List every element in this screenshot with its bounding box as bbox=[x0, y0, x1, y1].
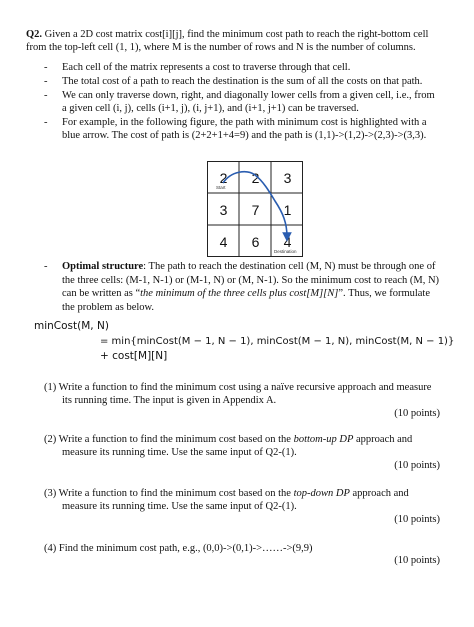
intro-text-2: from the top-left cell (1, 1), where M is the number of rows and N is the number of columns. bbox=[26, 42, 416, 53]
bullet-dash: - bbox=[44, 90, 48, 101]
task-1-points: (10 points) bbox=[394, 408, 440, 419]
bullet-4-line-1: For example, in the following figure, the path with minimum cost is highlighted with a bbox=[62, 117, 427, 128]
optimal-line-1: Optimal structure: The path to reach the destination cell (M, N) must be through one of bbox=[62, 261, 436, 272]
cell-2-1: 3 bbox=[219, 201, 228, 218]
cell-3-1: 4 bbox=[219, 233, 228, 250]
formula-lhs: minCost(M, N) bbox=[34, 320, 109, 332]
bullet-1: Each cell of the matrix represents a cost to traverse through that cell. bbox=[62, 62, 351, 73]
intro-text-1: Given a 2D cost matrix cost[i][j], find the minimum cost path to reach the right-bottom cell bbox=[44, 29, 429, 40]
cell-3-3: 4 bbox=[283, 233, 292, 250]
optimal-structure-label: Optimal structure bbox=[62, 261, 144, 272]
cell-1-2: 2 bbox=[251, 169, 260, 186]
bullet-dash: - bbox=[44, 261, 48, 272]
optimal-line-2: the three cells: (M-1, N-1) or (M-1, N) or (M, N-1). So the minimum cost to reach (M, N) bbox=[62, 275, 440, 286]
task-2-points: (10 points) bbox=[394, 460, 440, 471]
formula-rhs-1: = min{minCost(M − 1, N − 1), minCost(M − 1, N), minCost(M, N − 1)} bbox=[100, 336, 455, 347]
task-3-line-1: (3) Write a function to find the minimum cost based on the top-down DP approach and bbox=[44, 488, 409, 499]
formula-rhs-2: + cost[M][N] bbox=[100, 350, 168, 362]
task-2-line-2: measure its running time. Use the same input of Q2-(1). bbox=[62, 447, 297, 458]
cell-2-3: 1 bbox=[283, 201, 292, 218]
task-4-line-1: (4) Find the minimum cost path, e.g., (0,0)->(0,1)->……->(9,9) bbox=[44, 543, 313, 554]
bullet-dash: - bbox=[44, 62, 48, 73]
bullet-3-line-2: a given cell (i, j), cells (i+1, j), (i, j+1), and (i+1, j+1) can be traversed. bbox=[62, 103, 359, 114]
cell-1-1: 2 bbox=[219, 169, 228, 186]
cell-1-3: 3 bbox=[283, 169, 292, 186]
destination-label: Destination bbox=[274, 249, 297, 254]
task-3-line-2: measure its running time. Use the same input of Q2-(1). bbox=[62, 501, 297, 512]
question-intro-line1 bbox=[26, 28, 428, 41]
task-2-line-1: (2) Write a function to find the minimum cost based on the bottom-up DP approach and bbox=[44, 434, 413, 445]
cost-matrix-figure bbox=[207, 161, 303, 257]
bullet-dash: - bbox=[44, 117, 48, 128]
start-label: Start bbox=[216, 185, 226, 190]
cell-3-2: 6 bbox=[251, 233, 260, 250]
bullet-2: The total cost of a path to reach the destination is the sum of all the costs on that path. bbox=[62, 76, 423, 87]
cell-2-2: 7 bbox=[251, 201, 260, 218]
task-4-points: (10 points) bbox=[394, 555, 440, 566]
task-1-line-2: its running time. The input is given in Appendix A. bbox=[62, 395, 277, 406]
path-arrow bbox=[207, 161, 303, 257]
bullet-dash: - bbox=[44, 76, 48, 87]
task-3-points: (10 points) bbox=[394, 514, 440, 525]
optimal-line-4: the problem as below. bbox=[62, 302, 155, 313]
optimal-line-3: can be written as “the minimum of the three cells plus cost[M][N]”. Thus, we formulate bbox=[62, 288, 431, 299]
question-number: Q2. bbox=[26, 29, 43, 40]
bullet-3-line-1: We can only traverse down, right, and diagonally lower cells from a given cell, i.e., from bbox=[62, 90, 435, 101]
bullet-4-line-2: blue arrow. The cost of path is (2+2+1+4=9) and the path is (1,1)->(1,2)->(2,3)->(3,3). bbox=[62, 130, 427, 141]
task-1-line-1: (1) Write a function to find the minimum cost using a naïve recursive approach and measure bbox=[44, 382, 432, 393]
